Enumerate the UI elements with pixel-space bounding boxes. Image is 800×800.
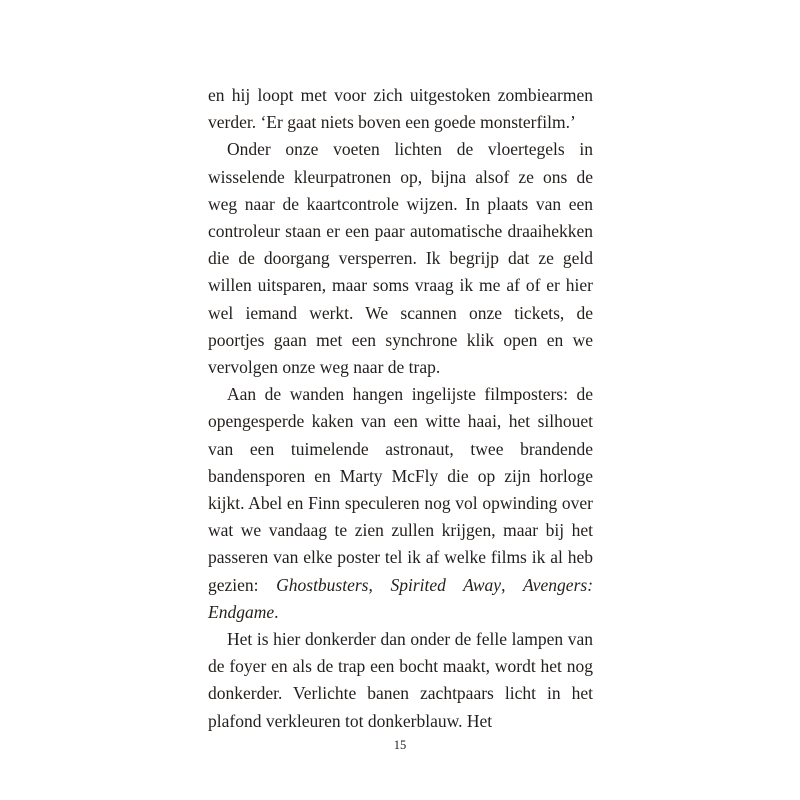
- separator: ,: [501, 574, 524, 595]
- separator: ,: [368, 574, 391, 595]
- film-title-avengers-endgame: Avengers: Endgame: [208, 574, 594, 622]
- paragraph-1: en hij loopt met voor zich uitgestoken zombiearmen verder. ‘Er gaat niets boven een goede monsterfilm.’: [208, 85, 593, 133]
- film-title-ghostbusters: Ghostbusters: [276, 574, 369, 595]
- paragraph-2: Onder onze voeten lichten de vloertegels in wisselende kleurpatronen op, bijna alsof ze ons de weg naar de kaartcontrole wijzen. In plaats van een controleur staan er een paar automatische draaihekken die de doorgang versperren. Ik begrijp dat ze geld willen uitsparen, maar soms vraag ik me af of er hier wel iemand werkt. We scannen onze tickets, de poortjes gaan met een synchrone klik open en we vervolgen onze weg naar de trap.: [208, 139, 593, 378]
- body-text: [208, 82, 593, 735]
- film-title-spirited-away: Spirited Away: [390, 574, 502, 595]
- page-number: 15: [393, 738, 407, 752]
- paragraph-3-end: .: [274, 601, 279, 622]
- paragraph-3-text: Aan de wanden hangen ingelijste filmposters: de opengesperde kaken van een witte haai, het silhouet van een tuimelende astronaut, twee brandende bandensporen en Marty McFly die op zijn horloge kijkt. Abel en Finn speculeren nog vol opwinding over wat we vandaag te zien zullen krijgen, maar bij het passeren van elke poster tel ik af welke films ik al heb gezien:: [208, 384, 593, 595]
- paragraph-4: Het is hier donkerder dan onder de felle lampen van de foyer en als de trap een bocht maakt, wordt het nog donkerder. Verlichte banen zachtpaars licht in het plafond verkleuren tot donkerblauw. Het: [208, 629, 593, 731]
- paragraph-3: [208, 381, 593, 626]
